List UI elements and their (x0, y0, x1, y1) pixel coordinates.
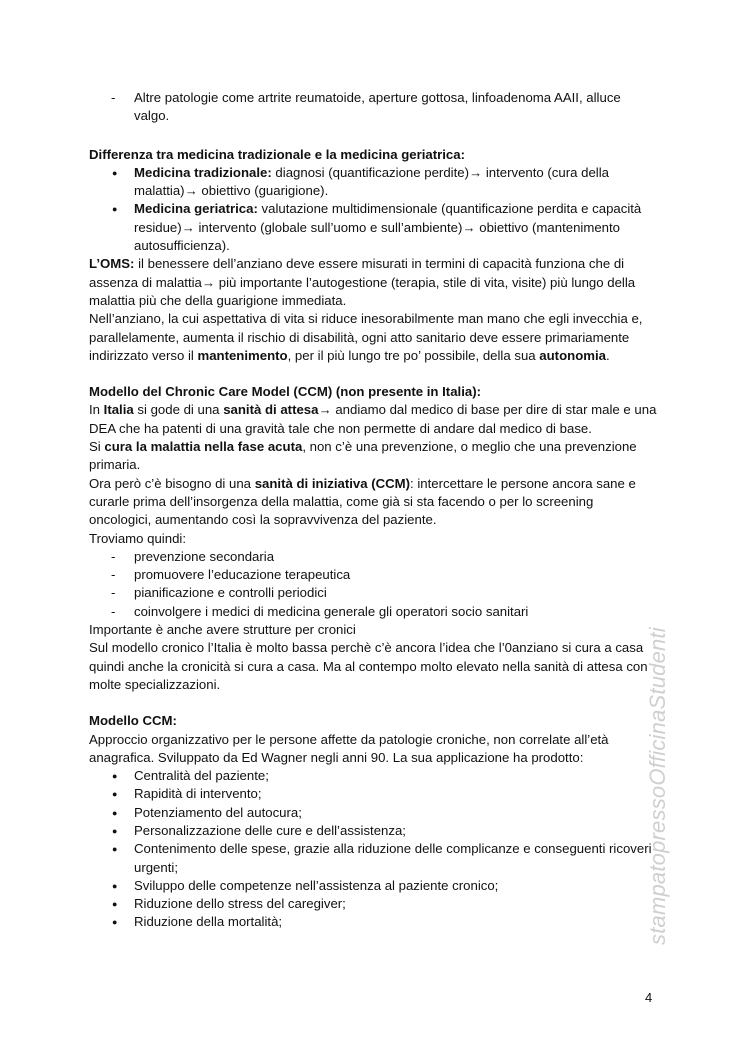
fase-acuta-paragraph: Si cura la malattia nella fase acuta, non c’è una prevenzione, o meglio che una prevenzione primaria. (89, 439, 637, 473)
list-item: - Altre patologie come artrite reumatoide, aperture gottosa, linfoadenoma AAII, alluce valgo. (89, 89, 657, 126)
list-item: ● Rapidità di intervento; (89, 785, 657, 803)
modello-cronico-paragraph: Sul modello cronico l’Italia è molto bassa perchè c’è ancora l’idea che l’0anziano si cura a casa quindi anche la cronicità si cura a casa. Ma al contempo molto elevato nella sanità di attesa con molte specializzazioni. (89, 640, 648, 692)
list-item: - pianificazione e controlli periodici (89, 584, 657, 602)
list-item: ● Personalizzazione delle cure e dell’assistenza; (89, 822, 657, 840)
page-number: 4 (645, 990, 653, 1005)
ccm-dash-list (89, 548, 657, 621)
list-item: ● Contenimento delle spese, grazie alla riduzione delle complicanze e conseguenti ricoveri urgenti; (89, 840, 657, 877)
list-item: ● Potenziamento del autocura; (89, 804, 657, 822)
strutture-paragraph: Importante è anche avere strutture per cronici (89, 622, 356, 638)
list-item: - prevenzione secondaria (89, 548, 657, 566)
italia-paragraph: In Italia si gode di una sanità di attesa→ andiamo dal medico di base per dire di star male e una DEA che ha patenti di una gravità tale che non permette di andare dal medico di base. (89, 402, 657, 436)
document-page (89, 89, 657, 932)
intro-list (89, 89, 657, 126)
section-heading-chronic-care-model: Modello del Chronic Care Model (CCM) (non presente in Italia): (89, 384, 481, 400)
troviamo-label: Troviamo quindi: (89, 530, 186, 546)
list-item: - coinvolgere i medici di medicina generale gli operatori socio sanitari (89, 603, 657, 621)
ccm-results-list (89, 767, 657, 932)
list-item: ● Riduzione dello stress del caregiver; (89, 895, 657, 913)
list-item: ● Sviluppo delle competenze nell’assistenza al paziente cronico; (89, 877, 657, 895)
autonomia-paragraph: Nell’anziano, la cui aspettativa di vita si riduce inesorabilmente man mano che egli invecchia e, parallelamente, aumenta il rischio di disabilità, ogni atto sanitario deve essere primariamente indirizzato verso il mantenimento, per il più lungo tre po’ possibile, della sua autonomia. (89, 311, 643, 363)
section-heading-modello-ccm: Modello CCM: (89, 713, 177, 729)
list-item: - promuovere l’educazione terapeutica (89, 566, 657, 584)
list-item: ● Medicina tradizionale: diagnosi (quantificazione perdite)→ intervento (cura della malattia)→ obiettivo (guarigione). (89, 164, 657, 201)
oms-paragraph: L’OMS: il benessere dell’anziano deve essere misurati in termini di capacità funziona che di assenza di malattia→ più importante l’autogestione (terapia, stile di vita, visite) più lungo della malattia più che della guarigione immediata. (89, 256, 636, 308)
watermark: stampatopressoOfficinaStudenti (645, 627, 670, 945)
list-item: ● Medicina geriatrica: valutazione multidimensionale (quantificazione perdita e capacità residue)→ intervento (globale sull’uomo e sull’ambiente)→ obiettivo (mantenimento autosufficienza). (89, 200, 657, 255)
section-heading-differenza: Differenza tra medicina tradizionale e la medicina geriatrica: (89, 146, 465, 162)
list-item: ● Centralità del paziente; (89, 767, 657, 785)
approccio-paragraph: Approccio organizzativo per le persone affette da patologie croniche, non correlate all’età anagrafica. Sviluppato da Ed Wagner negli anni 90. La sua applicazione ha prodotto: (89, 731, 609, 765)
medicina-list (89, 164, 657, 255)
iniziativa-paragraph: Ora però c’è bisogno di una sanità di iniziativa (CCM): intercettare le persone ancora sane e curarle prima dell’insorgenza della malattia, come già si sta facendo o per lo screening oncologici, aumentando così la sopravvivenza del paziente. (89, 475, 636, 528)
list-item: ● Riduzione della mortalità; (89, 913, 657, 931)
